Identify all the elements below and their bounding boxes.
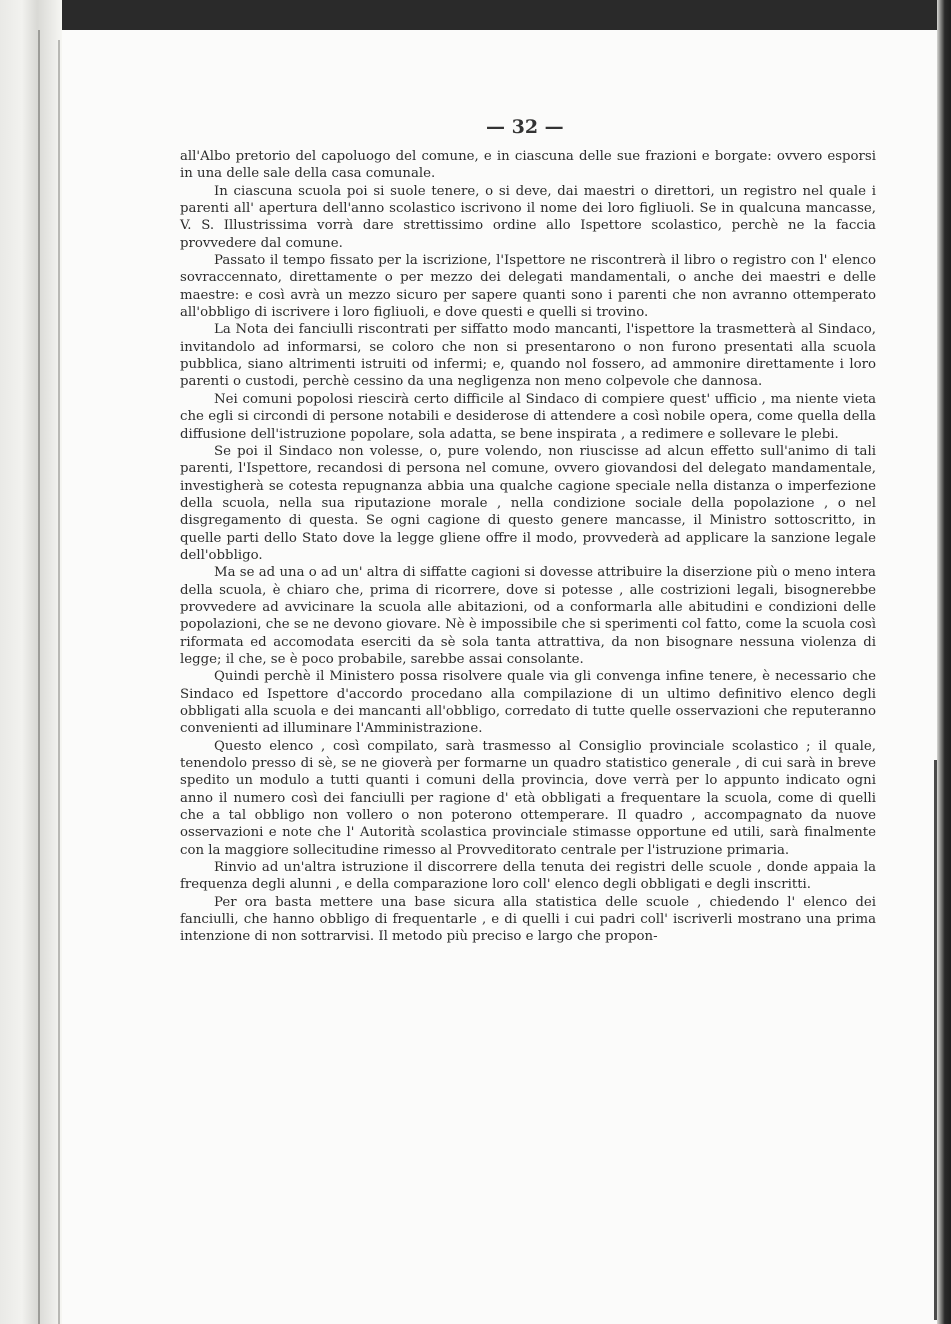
paragraph: In ciascuna scuola poi si suole tenere, o si deve, dai maestri o direttori, un registro nel quale i parenti all' apertura dell'anno scolastico iscrivono il nome dei loro figliuoli. Se in qualcuna mancasse, V. S. Illustrissima vorrà dare strettissimo ordine allo Ispettore scolastico, perchè ne la faccia provvedere dal comune. bbox=[180, 183, 876, 251]
scan-top-border bbox=[0, 0, 951, 30]
paragraph: Nei comuni popolosi riescirà certo difficile al Sindaco di compiere quest' ufficio , ma niente vieta che egli si circondi di persone notabili e desiderose di attendere a così nobile opera, come quella della diffusione dell'istruzione popolare, sola adatta, se bene inspirata , a redimere e sollevare le plebi. bbox=[180, 391, 876, 442]
paragraph: Rinvio ad un'altra istruzione il discorrere della tenuta dei registri delle scuole , donde appaia la frequenza degli alunni , e della comparazione loro coll' elenco degli obbligati e degli inscritti. bbox=[180, 860, 876, 893]
paragraph: La Nota dei fanciulli riscontrati per siffatto modo mancanti, l'ispettore la trasmetterà al Sindaco, invitandolo ad informarsi, se coloro che non si presentarono o non furono presentati alla scuola pubblica, siano altrimenti istruiti od infermi; e, quando nol fossero, ad ammonire direttamente i loro parenti o custodi, perchè cessino da una negligenza non meno colpevole che dannosa. bbox=[180, 322, 876, 390]
paragraph: Per ora basta mettere una base sicura alla statistica delle scuole , chiedendo l' elenco dei fanciulli, che hanno obbligo di frequentarle , e di quelli i cui padri coll' iscriverli mostrano una prima intenzione di non sottrarvisi. Il metodo più preciso e largo che propon- bbox=[180, 894, 876, 945]
paragraph: all'Albo pretorio del capoluogo del comune, e in ciascuna delle sue frazioni e borgate: ovvero esporsi in una delle sale della casa comunale. bbox=[180, 149, 876, 182]
paragraph: Se poi il Sindaco non volesse, o, pure volendo, non riuscisse ad alcun effetto sull'animo di tali parenti, l'Ispettore, recandosi di persona nel comune, ovvero giovandosi del delegato mandamentale, investigherà se cotesta repugnanza abbia una qualche cagione speciale nella distanza o imperfezione della scuola, nella sua riputazione morale , nella condizione sociale della popolazione , o nel disgregamento di questa. Se ogni cagione di questo genere mancasse, il Ministro sottoscritto, in quelle parti dello Stato dove la legge gliene offre il modo, provvederà ad applicare la sanzione legale dell'obbligo. bbox=[180, 443, 876, 563]
book-spine-edge bbox=[0, 0, 62, 1324]
page-number: — 32 — bbox=[486, 116, 564, 138]
paragraph: Passato il tempo fissato per la iscrizione, l'Ispettore ne riscontrerà il libro o registro con l' elenco sovraccennato, direttamente o per mezzo dei delegati mandamentali, o anche dei maestri e delle maestre: e così avrà un mezzo sicuro per sapere quanti sono i parenti che non avranno ottemperato all'obbligo di iscrivere i loro figliuoli, e dove questi e quelli si trovino. bbox=[180, 253, 876, 321]
body-text bbox=[180, 148, 876, 946]
page-edge-shadow bbox=[934, 760, 937, 1320]
paragraph: Questo elenco , così compilato, sarà trasmesso al Consiglio provinciale scolastico ; il quale, tenendolo presso di sè, se ne gioverà per formarne un quadro statistico generale , di cui sarà in breve spedito un modulo a tutti quanti i comuni della provincia, dove verrà per lo appunto indicato ogni anno il numero così dei fanciulli per ragione d' età obbligati a frequentare la scuola, come di quelli che a tal obbligo non vollero o non poterono ottemperare. Il quadro , accompagnato da nuove osservazioni e note che l' Autorità scolastica provinciale stimasse opportune ed utili, sarà finalmente con la maggiore sollecitudine rimesso al Provveditorato centrale per l'istruzione primaria. bbox=[180, 738, 876, 858]
paragraph: Quindi perchè il Ministero possa risolvere quale via gli convenga infine tenere, è necessario che Sindaco ed Ispettore d'accordo procedano alla compilazione di un ultimo definitivo elenco degli obbligati alla scuola e dei mancanti all'obbligo, corredato di tutte quelle osservazioni che reputeranno convenienti ad illuminare l'Amministrazione. bbox=[180, 669, 876, 737]
scan-right-border bbox=[937, 0, 951, 1324]
paragraph: Ma se ad una o ad un' altra di siffatte cagioni si dovesse attribuire la diserzione più o meno intera della scuola, è chiaro che, prima di ricorrere, dove si potesse , alle costrizioni legali, bisognerebbe provvedere ad avvicinare la scuola alle abitazioni, od a conformarla alle abitudini e condizioni delle popolazioni, che se ne devono giovare. Nè è impossibile che si sperimenti col fatto, come la scuola così riformata ed accomodata eserciti da sè sola tanta attrattiva, da non bisognare nessuna violenza di legge; il che, se è poco probabile, sarebbe assai consolante. bbox=[180, 565, 876, 667]
